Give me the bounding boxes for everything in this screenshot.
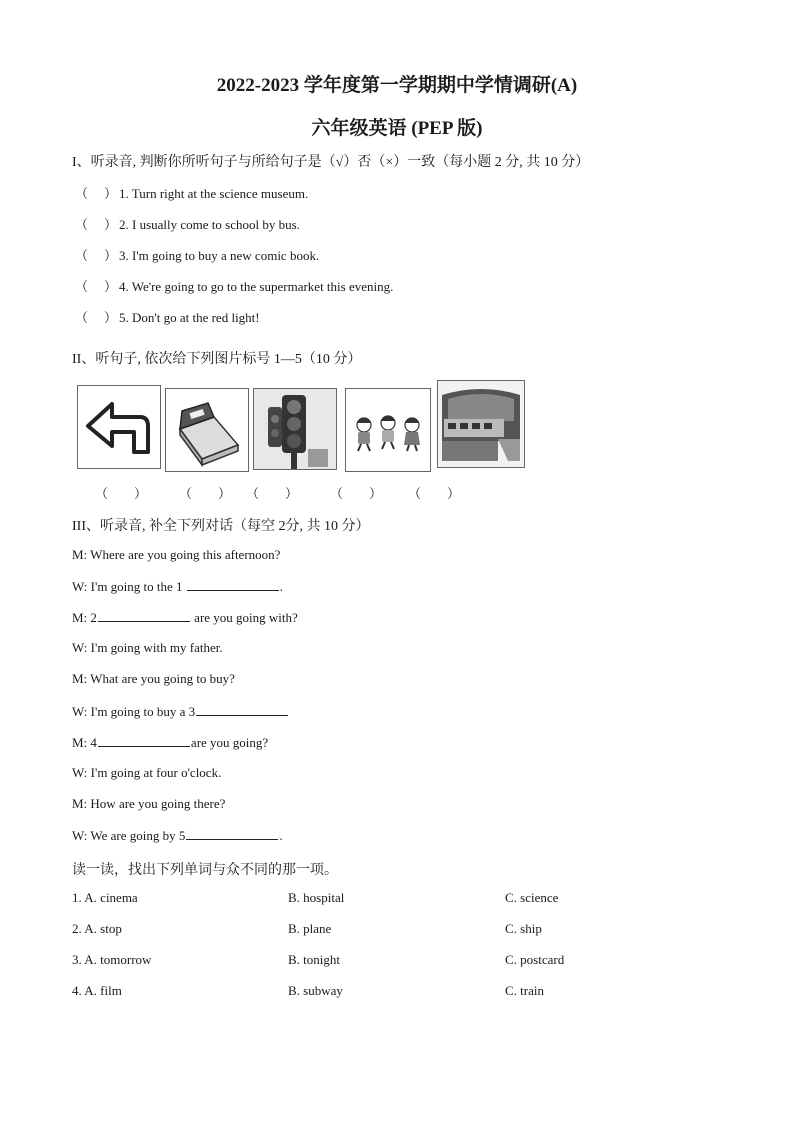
section1-heading: I、听录音, 判断你所听句子与所给句子是（√）否（×）一致（每小题 2 分, 共 10 分） bbox=[72, 155, 590, 170]
exam-title: 2022-2023 学年度第一学期期中学情调研(A) bbox=[216, 75, 578, 96]
dialogue-text: M: How are you going there? bbox=[72, 796, 226, 811]
option-c[interactable]: C. train bbox=[505, 983, 544, 998]
section2-heading: II、听句子, 依次给下列图片标号 1—5（10 分） bbox=[72, 352, 362, 367]
item-sentence: We're going to go to the supermarket this evening. bbox=[131, 279, 394, 294]
fill-blank[interactable] bbox=[186, 827, 278, 840]
subway-train-picture bbox=[437, 380, 525, 468]
dialogue-text-after: are you going? bbox=[190, 735, 269, 750]
dialogue-line bbox=[72, 827, 283, 844]
picture-answer-bracket[interactable]: （ ） bbox=[179, 486, 232, 501]
item-sentence: I usually come to school by bus. bbox=[132, 217, 300, 232]
book-icon bbox=[166, 389, 248, 471]
option-b[interactable]: B. hospital bbox=[288, 890, 345, 905]
dialogue-line bbox=[72, 734, 268, 751]
fill-blank[interactable] bbox=[98, 609, 190, 622]
picture-answer-bracket[interactable]: （ ） bbox=[330, 486, 383, 501]
item-number: 1. bbox=[119, 186, 129, 201]
judge-item bbox=[75, 245, 319, 264]
item-number: 5. bbox=[119, 310, 129, 325]
children-walking-icon bbox=[346, 389, 430, 471]
traffic-light-icon bbox=[254, 389, 336, 469]
dialogue-text: W: I'm going at four o'clock. bbox=[72, 765, 222, 780]
dialogue-text: M: 2 bbox=[72, 610, 97, 625]
dialogue-line bbox=[72, 703, 289, 720]
fill-blank[interactable] bbox=[187, 578, 279, 591]
dialogue-line bbox=[72, 765, 221, 781]
answer-bracket[interactable]: （ ） bbox=[75, 310, 118, 325]
item-sentence: I'm going to buy a new comic book. bbox=[132, 248, 320, 263]
children-walking-picture bbox=[345, 388, 431, 472]
left-turn-arrow-picture bbox=[77, 385, 161, 469]
judge-item bbox=[75, 307, 260, 326]
dialogue-line bbox=[72, 640, 223, 656]
dialogue-text: W: I'm going with my father. bbox=[72, 640, 223, 655]
dialogue-text: M: Where are you going this afternoon? bbox=[72, 547, 281, 562]
dialogue-line bbox=[72, 547, 280, 563]
answer-bracket[interactable]: （ ） bbox=[75, 217, 118, 232]
dialogue-text: W: I'm going to buy a 3 bbox=[72, 704, 196, 719]
option-a[interactable]: 3. A. tomorrow bbox=[72, 952, 152, 967]
section4-heading: 读一读，找出下列单词与众不同的那一项。 bbox=[72, 863, 338, 878]
option-a[interactable]: 2. A. stop bbox=[72, 921, 122, 936]
item-sentence: Turn right at the science museum. bbox=[131, 186, 309, 201]
option-c[interactable]: C. ship bbox=[505, 921, 542, 936]
answer-bracket[interactable]: （ ） bbox=[75, 248, 118, 263]
dialogue-text: M: 4 bbox=[72, 735, 97, 750]
picture-answer-bracket[interactable]: （ ） bbox=[408, 486, 461, 501]
judge-item bbox=[75, 276, 393, 295]
dialogue-text: W: We are going by 5 bbox=[72, 828, 186, 843]
answer-bracket[interactable]: （ ） bbox=[75, 186, 118, 201]
option-a[interactable]: 4. A. film bbox=[72, 983, 122, 998]
left-turn-arrow-icon bbox=[78, 386, 160, 468]
dialogue-text: M: What are you going to buy? bbox=[72, 671, 235, 686]
fill-blank[interactable] bbox=[196, 703, 288, 716]
picture-answer-bracket[interactable]: （ ） bbox=[95, 486, 148, 501]
book-picture bbox=[165, 388, 249, 472]
subway-train-icon bbox=[438, 381, 524, 467]
option-a[interactable]: 1. A. cinema bbox=[72, 890, 138, 905]
picture-answer-bracket[interactable]: （ ） bbox=[246, 486, 299, 501]
judge-item bbox=[75, 214, 300, 233]
judge-item bbox=[75, 183, 308, 202]
option-c[interactable]: C. postcard bbox=[505, 952, 565, 967]
section3-heading: III、听录音, 补全下列对话（每空 2分, 共 10 分） bbox=[72, 519, 370, 534]
dialogue-line bbox=[72, 671, 235, 687]
dialogue-text-after: . bbox=[279, 828, 283, 843]
dialogue-text-after: . bbox=[279, 579, 284, 594]
option-b[interactable]: B. plane bbox=[288, 921, 332, 936]
dialogue-text: W: I'm going to the 1 bbox=[72, 579, 186, 594]
picture-row bbox=[75, 380, 535, 472]
dialogue-line bbox=[72, 796, 225, 812]
traffic-light-picture bbox=[253, 388, 337, 470]
exam-subtitle: 六年级英语 (PEP 版) bbox=[311, 118, 483, 139]
dialogue-text-after: are you going with? bbox=[190, 610, 298, 625]
fill-blank[interactable] bbox=[98, 734, 190, 747]
item-sentence: Don't go at the red light! bbox=[132, 310, 260, 325]
option-b[interactable]: B. tonight bbox=[288, 952, 341, 967]
dialogue-line bbox=[72, 578, 283, 595]
item-number: 2. bbox=[119, 217, 129, 232]
option-c[interactable]: C. science bbox=[505, 890, 559, 905]
item-number: 3. bbox=[119, 248, 129, 263]
dialogue-line bbox=[72, 609, 298, 626]
option-b[interactable]: B. subway bbox=[288, 983, 343, 998]
item-number: 4. bbox=[119, 279, 129, 294]
answer-bracket[interactable]: （ ） bbox=[75, 279, 118, 294]
